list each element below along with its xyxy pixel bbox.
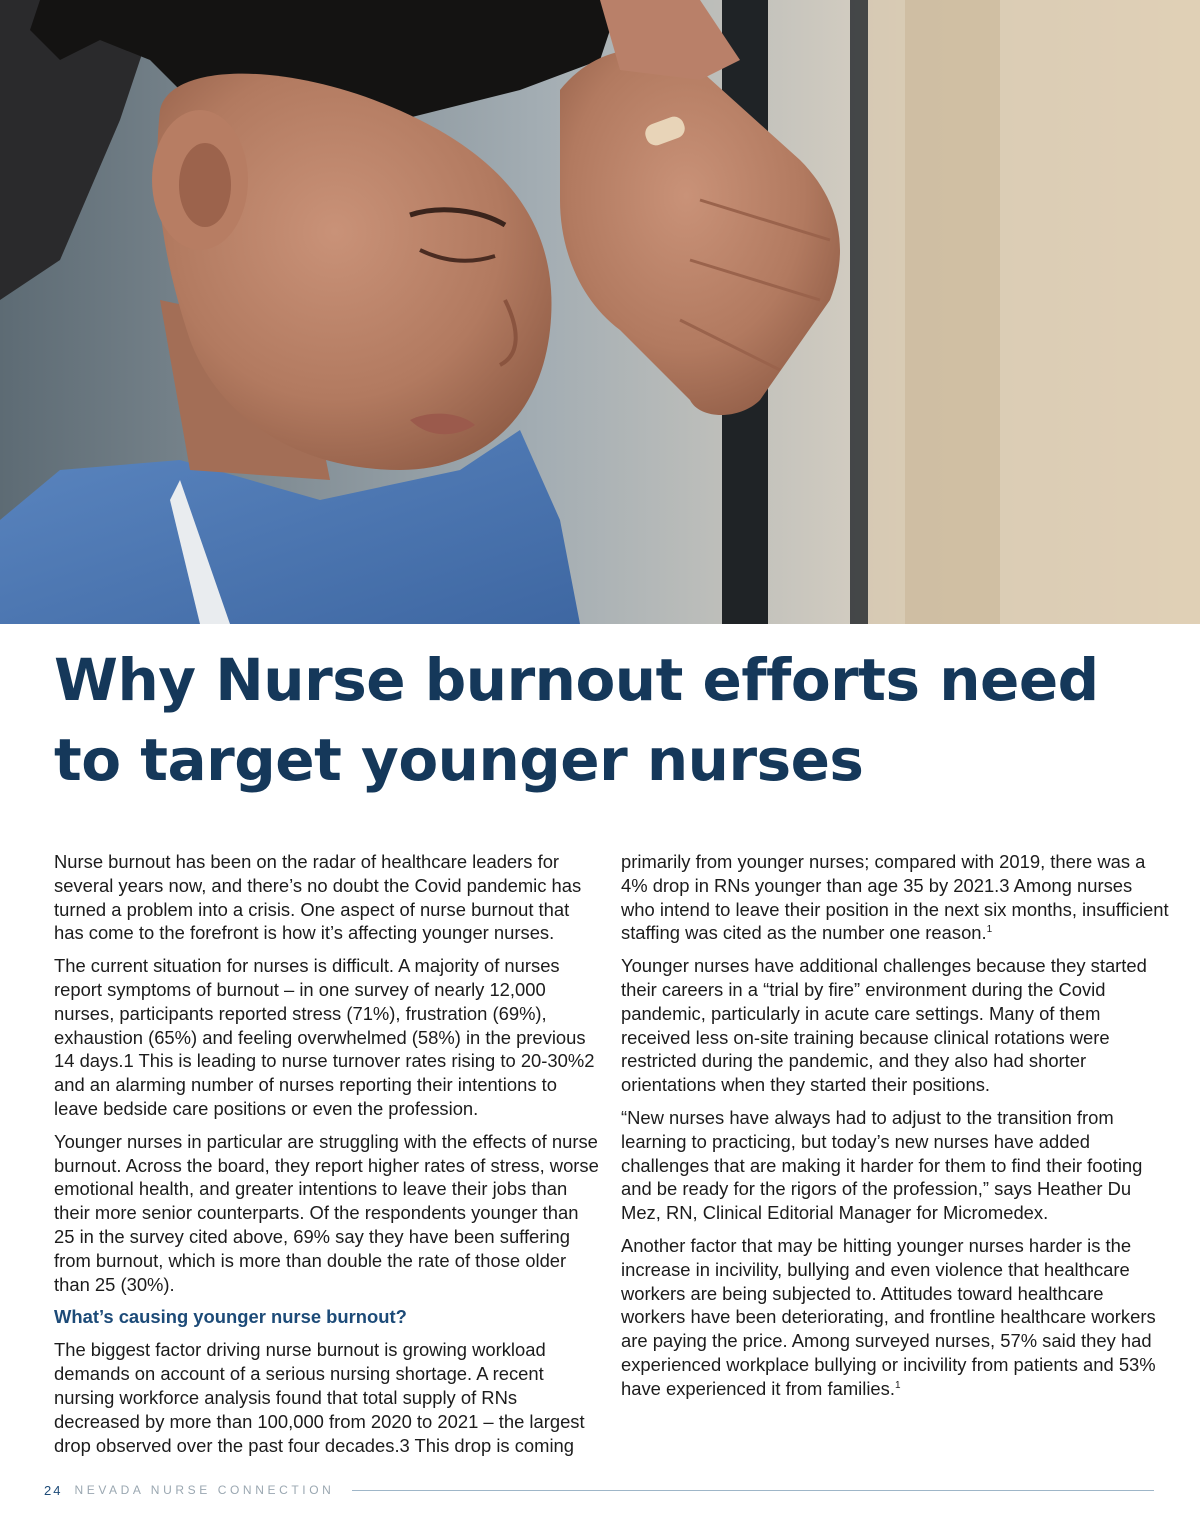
paragraph: Younger nurses have additional challenges because they started their careers in a “trial by fire” environment during the Covid pandemic, particularly in acute care settings. Many of them received less on-site training because clinical rotations were restricted during the pandemic, and they also had shorter orientations when they started their positions. <box>621 955 1147 1096</box>
paragraph: Younger nurses in particular are struggling with the effects of nurse burnout. Across the board, they report higher rates of stress, worse emotional health, and greater intentions to leave their jobs than their more senior counterparts. Of the respondents younger than 25 in the survey cited above, 69% say they have been suffering from burnout, which is more than double the rate of those older than 25 (30%). <box>54 1130 599 1295</box>
article-headline: Why Nurse burnout efforts need to target younger nurses <box>54 646 1099 794</box>
paragraph: Nurse burnout has been on the radar of healthcare leaders for several years now, and there’s no doubt the Covid pandemic has turned a problem into a crisis. One aspect of nurse burnout that has come to the forefront is how it’s affecting younger nurses. <box>54 851 582 944</box>
nurse-photo-illustration <box>0 0 1200 624</box>
left-column <box>54 850 602 1466</box>
section-subhead: What’s causing younger nurse burnout? <box>54 1306 407 1328</box>
paragraph-text: primarily from younger nurses; compared with 2019, there was a 4% drop in RNs younger than age 35 by 2021.3 Among nurses who intend to leave their position in the next six months, insufficient staffing was cited as the number one reason. <box>621 851 1169 944</box>
paragraph: The current situation for nurses is difficult. A majority of nurses report symptoms of burnout – in one survey of nearly 12,000 nurses, participants reported stress (71%), frustration (69%), exhaustion (65%) and feeling overwhelmed (58%) in the previous 14 days.1 This is leading to nurse turnover rates rising to 20-30%2 and an alarming number of nurses reporting their intentions to leave bedside care positions or even the profession. <box>54 955 595 1119</box>
paragraph: The biggest factor driving nurse burnout is growing workload demands on account of a serious nursing shortage. A recent nursing workforce analysis found that total supply of RNs decreased by more than 100,000 from 2020 to 2021 – the largest drop observed over the past four decades.3 This drop is coming <box>54 1339 585 1456</box>
paragraph: “New nurses have always had to adjust to the transition from learning to practicing, but today’s new nurses have added challenges that are making it harder for them to find their footing and be ready for the rigors of the profession,” says Heather Du Mez, RN, Clinical Editorial Manager for Micromedex. <box>621 1106 1143 1224</box>
page-number: 24 <box>44 1482 63 1498</box>
paragraph <box>621 850 1169 945</box>
paragraph-text: Another factor that may be hitting younger nurses harder is the increase in incivility, bullying and even violence that healthcare workers are being subjected to. Attitudes toward healthcare workers have been deteriorating, and frontline healthcare workers are paying the price. Among surveyed nurses, 57% said they had experienced workplace bullying or incivility from patients and 53% have experienced it from families. <box>621 1234 1156 1399</box>
hero-photo <box>0 0 1200 624</box>
paragraph <box>621 1234 1169 1401</box>
footnote-ref: 1 <box>894 1379 901 1391</box>
footer-rule <box>352 1490 1154 1491</box>
page-footer <box>44 1480 1154 1500</box>
publication-name: NEVADA NURSE CONNECTION <box>74 1483 335 1497</box>
footnote-ref: 1 <box>986 924 993 936</box>
right-column <box>621 850 1169 1410</box>
